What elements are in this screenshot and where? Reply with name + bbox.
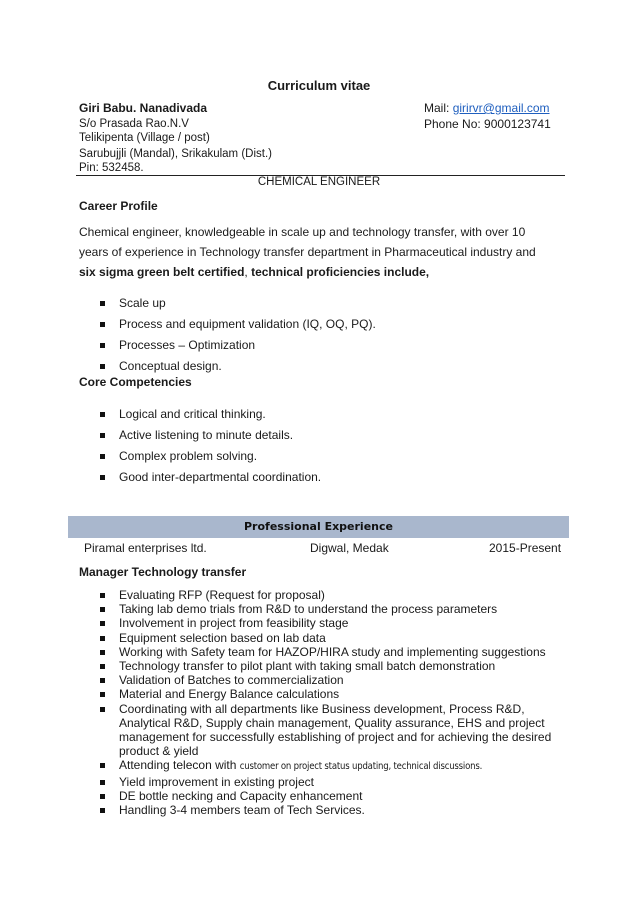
list-item: Logical and critical thinking. xyxy=(96,404,321,425)
list-item: Evaluating RFP (Request for proposal) xyxy=(96,588,561,602)
list-item: Good inter-departmental coordination. xyxy=(96,467,321,488)
list-item: Validation of Batches to commercialization xyxy=(96,673,561,687)
list-item xyxy=(96,758,561,774)
address-line-2: Sarubujjli (Mandal), Srikakulam (Dist.) xyxy=(79,148,272,160)
list-item: Taking lab demo trials from R&D to understand the process parameters xyxy=(96,602,561,616)
proficiency-list xyxy=(96,293,376,377)
employment-period: 2015-Present xyxy=(489,541,562,555)
career-profile-line-1: Chemical engineer, knowledgeable in scale up and technology transfer, with over 10 xyxy=(79,225,526,239)
list-item: Active listening to minute details. xyxy=(96,425,321,446)
list-item: Handling 3-4 members team of Tech Services. xyxy=(96,803,561,817)
list-item: Material and Energy Balance calculations xyxy=(96,687,561,701)
proficiencies-text: technical proficiencies include, xyxy=(251,265,430,279)
certification-separator: , xyxy=(244,265,252,279)
list-item: Coordinating with all departments like Business development, Process R&D, Analytical R&D, Supply chain management, Quality assurance, EHS and project management for successfully establishing of project and for achieving the desired product & yield xyxy=(96,702,561,759)
list-item: Equipment selection based on lab data xyxy=(96,631,561,645)
list-item: Process and equipment validation (IQ, OQ, PQ). xyxy=(96,314,376,335)
phone-number: Phone No: 9000123741 xyxy=(424,117,551,131)
list-item: Technology transfer to pilot plant with taking small batch demonstration xyxy=(96,659,561,673)
career-profile-text xyxy=(79,222,559,282)
list-item: Scale up xyxy=(96,293,376,314)
job-role: CHEMICAL ENGINEER xyxy=(257,176,381,188)
career-profile-heading: Career Profile xyxy=(79,199,158,213)
list-item: Conceptual design. xyxy=(96,356,376,377)
position-title: Manager Technology transfer xyxy=(79,565,247,579)
responsibilities-list xyxy=(96,588,561,817)
list-item: Complex problem solving. xyxy=(96,446,321,467)
career-profile-line-3 xyxy=(79,262,559,282)
address-line-1: Telikipenta (Village / post) xyxy=(79,132,210,144)
professional-experience-bar xyxy=(68,516,569,538)
candidate-name: Giri Babu. Nanadivada xyxy=(79,101,208,115)
core-competencies-heading: Core Competencies xyxy=(79,375,192,389)
company-name: Piramal enterprises ltd. xyxy=(84,541,207,555)
pin-code: Pin: 532458. xyxy=(79,162,144,174)
page-title: Curriculum vitae xyxy=(267,78,371,93)
professional-experience-heading: Professional Experience xyxy=(244,520,393,533)
parent-name: S/o Prasada Rao.N.V xyxy=(79,118,189,130)
list-item: Yield improvement in existing project xyxy=(96,775,561,789)
list-item: Working with Safety team for HAZOP/HIRA study and implementing suggestions xyxy=(96,645,561,659)
email-line xyxy=(424,101,550,115)
career-profile-line-2: years of experience in Technology transfer department in Pharmaceutical industry and xyxy=(79,245,536,259)
certification-text: six sigma green belt certified xyxy=(79,265,245,279)
competency-list xyxy=(96,404,321,488)
email-label: Mail: xyxy=(424,101,450,115)
list-item: Processes – Optimization xyxy=(96,335,376,356)
telecon-detail: customer on project status updating, technical discussions. xyxy=(239,761,483,773)
email-link[interactable]: girirvr@gmail.com xyxy=(452,101,550,115)
list-item: DE bottle necking and Capacity enhancement xyxy=(96,789,561,803)
list-item: Involvement in project from feasibility stage xyxy=(96,616,561,630)
telecon-prefix: Attending telecon with xyxy=(119,758,240,773)
company-location: Digwal, Medak xyxy=(310,541,389,555)
